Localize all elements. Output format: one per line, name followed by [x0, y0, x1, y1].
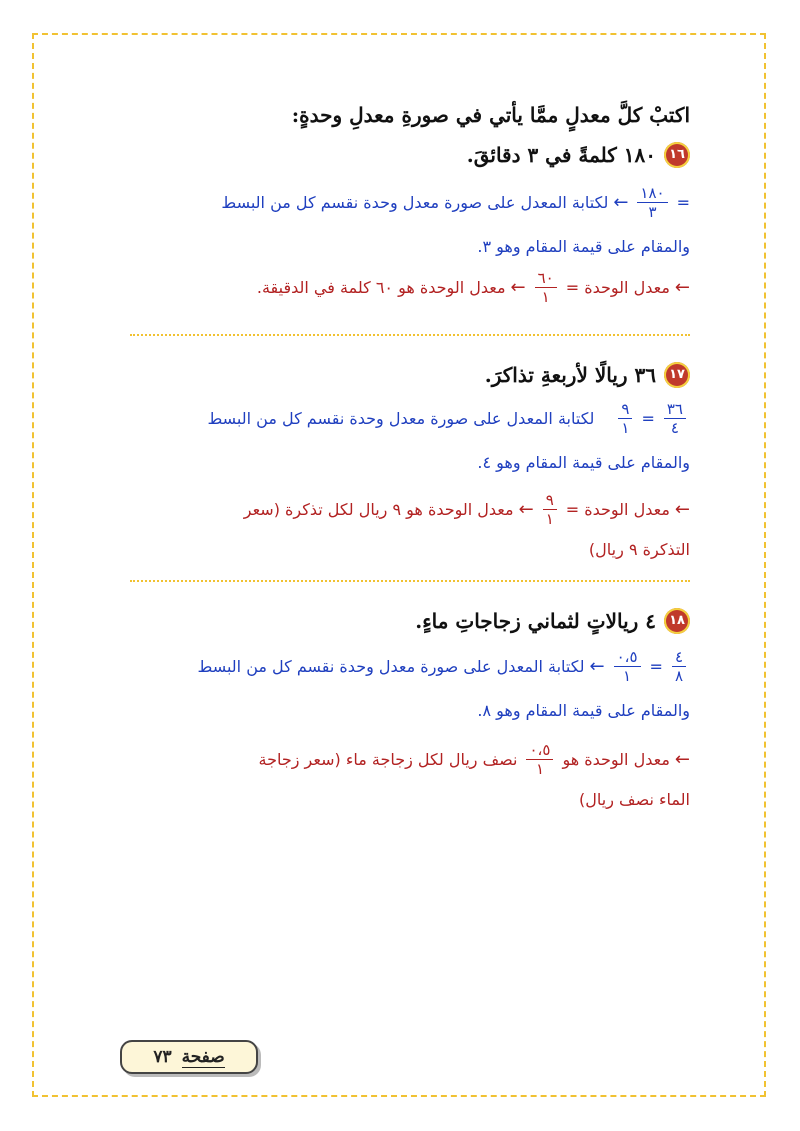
arrow-icon: ← [510, 276, 526, 298]
dotted-divider [130, 334, 690, 336]
denominator: ٣ [648, 203, 657, 221]
solution-line-1 [130, 184, 690, 221]
solution-line-2: والمقام على قيمة المقام وهو ٨. [477, 701, 690, 720]
arrow-icon: ← [674, 276, 690, 298]
denominator: ٤ [670, 419, 679, 437]
result-line [130, 269, 690, 306]
worksheet-content [130, 100, 690, 812]
denominator: ١ [623, 667, 632, 685]
fraction [543, 491, 557, 528]
result-text: معدل الوحدة هو ٦٠ كلمة في الدقيقة. [256, 277, 506, 297]
question-number-badge: ١٦ [664, 142, 690, 168]
equals-sign: = [676, 192, 690, 212]
page-label: صفحة [181, 1046, 225, 1067]
denominator: ٨ [674, 667, 683, 685]
page-number-badge [120, 1040, 258, 1074]
numerator: ٤ [672, 648, 686, 667]
result-label: معدل الوحدة هو [562, 749, 670, 769]
fraction [637, 184, 667, 221]
question-text: ٣٦ ريالًا لأربعةِ تذاكرَ. [484, 363, 656, 387]
result-line-2: التذكرة ٩ ريال) [588, 540, 690, 559]
explanation-text: لكتابة المعدل على صورة معدل وحدة نقسم كل من البسط [207, 408, 595, 428]
numerator: ٦٠ [535, 269, 557, 288]
equals-sign: = [649, 656, 663, 676]
explanation-text: لكتابة المعدل على صورة معدل وحدة نقسم كل من البسط [221, 192, 609, 212]
arrow-icon: ← [518, 498, 534, 520]
solution-line-1 [130, 400, 690, 437]
question-18-title [130, 606, 690, 636]
result-line [130, 741, 690, 778]
question-text: ١٨٠ كلمةً في ٣ دقائقَ. [466, 143, 656, 167]
instruction-heading: اكتبْ كلَّ معدلٍ ممَّا يأتي في صورةِ معدلِ وحدةٍ: [291, 103, 690, 127]
result-line-2: الماء نصف ريال) [579, 790, 690, 809]
question-17 [130, 360, 690, 562]
result-text: معدل الوحدة هو ٩ ريال لكل تذكرة (سعر [243, 499, 514, 519]
question-number-badge: ١٧ [664, 362, 690, 388]
question-18 [130, 606, 690, 812]
fraction [672, 648, 686, 685]
result-text: نصف ريال لكل زجاجة ماء (سعر زجاجة [258, 749, 518, 769]
result-line [130, 491, 690, 528]
fraction [614, 648, 641, 685]
denominator: ١ [545, 510, 554, 528]
numerator: ٠،٥ [614, 648, 641, 667]
numerator: ٠،٥ [526, 741, 553, 760]
dotted-divider [130, 580, 690, 582]
question-number-badge: ١٨ [664, 608, 690, 634]
arrow-icon: ← [613, 191, 629, 213]
result-label: معدل الوحدة = [565, 277, 670, 297]
numerator: ٩ [618, 400, 632, 419]
page-number: ٧٣ [153, 1047, 172, 1067]
question-16-title [130, 140, 690, 170]
equals-sign: = [641, 408, 655, 428]
arrow-icon: ← [589, 655, 605, 677]
explanation-text: لكتابة المعدل على صورة معدل وحدة نقسم كل من البسط [197, 656, 585, 676]
solution-line-2: والمقام على قيمة المقام وهو ٣. [477, 237, 690, 256]
numerator: ٩ [543, 491, 557, 510]
question-text: ٤ ريالاتٍ لثماني زجاجاتِ ماءٍ. [415, 609, 656, 633]
numerator: ٣٦ [664, 400, 686, 419]
fraction [618, 400, 632, 437]
question-16 [130, 140, 690, 306]
fraction [526, 741, 553, 778]
numerator: ١٨٠ [637, 184, 667, 203]
fraction [664, 400, 686, 437]
arrow-icon: ← [674, 748, 690, 770]
solution-line-2: والمقام على قيمة المقام وهو ٤. [477, 453, 690, 472]
fraction [535, 269, 557, 306]
denominator: ١ [541, 288, 550, 306]
result-label: معدل الوحدة = [565, 499, 670, 519]
denominator: ١ [535, 760, 544, 778]
question-17-title [130, 360, 690, 390]
arrow-icon: ← [674, 498, 690, 520]
solution-line-1 [130, 648, 690, 685]
denominator: ١ [621, 419, 630, 437]
